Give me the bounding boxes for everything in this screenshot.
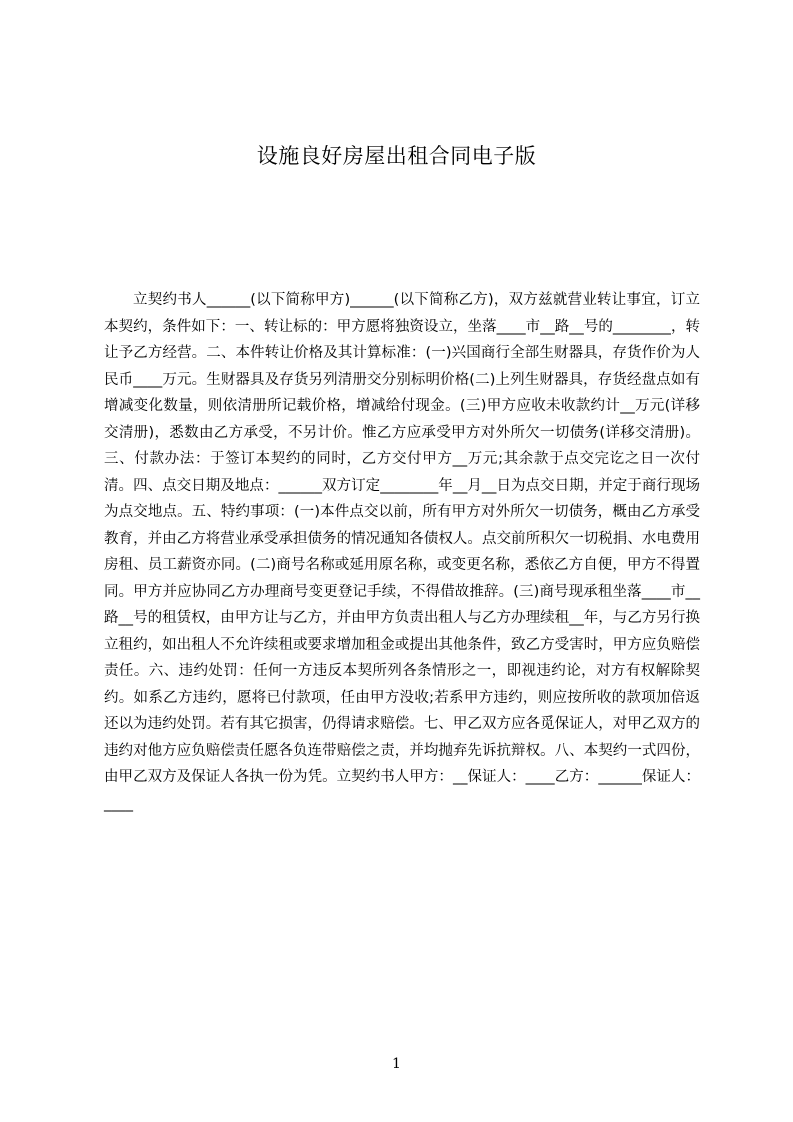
contract-body-paragraph: 立契约书人______(以下简称甲方)______(以下简称乙方)，双方兹就营业转让事宜，订立本契约，条件如下：一、转让标的：甲方愿将独资设立，坐落____市__路__号的________，转让予乙方经营。二、本件转让价格及其计算标准：(一)兴国商行全部生财器具，存货作价为人民币____万元。生财器具及存货另列清册交分别标明价格(二)上列生财器具，存货经盘点如有增减变化数量，则依清册所记载价格，增减给付现金。(三)甲方应收未收款约计__万元(详移交清册)，悉数由乙方承受，不另计价。惟乙方应承受甲方对外所欠一切债务(详移交清册)。三、付款办法：于签订本契约的同时，乙方交付甲方__万元;其余款于点交完讫之日一次付清。四、点交日期及地点：______双方订定________年__月__日为点交日期，并定于商行现场为点交地点。五、特约事项：(一)本件点交以前，所有甲方对外所欠一切债务，概由乙方承受教育，并由乙方将营业承受承担债务的情况通知各债权人。点交前所积欠一切税捐、水电费用房租、员工薪资亦同。(二)商号名称或延用原名称，或变更名称，悉依乙方自便，甲方不得置同。甲方并应协同乙方办理商号变更登记手续，不得借故推辞。(三)商号现承租坐落____市__路__号的租赁权，由甲方让与乙方，并由甲方负责出租人与乙方办理续租__年，与乙方另行换立租约，如出租人不允许续租或要求增加租金或提出其他条件，致乙方受害时，甲方应负赔偿责任。六、违约处罚：任何一方违反本契所列各条情形之一，即视违约论，对方有权解除契约。如系乙方违约，愿将已付款项，任由甲方没收;若系甲方违约，则应按所收的款项加倍返还以为违约处罚。若有其它损害，仍得请求赔偿。七、甲乙双方应各觅保证人，对甲乙双方的违约对他方应负赔偿责任愿各负连带赔偿之责，并均抛弃先诉抗辩权。八、本契约一式四份，由甲乙双方及保证人各执一份为凭。立契约书人甲方：__保证人：____乙方：______保证人：____ [104, 292, 700, 812]
page-number: 1 [392, 1056, 401, 1072]
document-title: 设施良好房屋出租合同电子版 [256, 144, 537, 168]
